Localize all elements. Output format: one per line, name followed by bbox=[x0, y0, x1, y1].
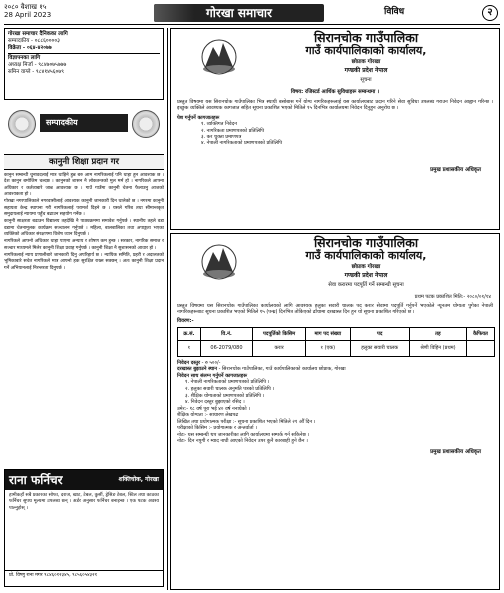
notice-subsidy bbox=[170, 28, 500, 230]
info-line: विक्रेता - ०६४-४२०७७ bbox=[8, 45, 52, 51]
age-requirement: उमेर:- १८ वर्ष पूरा भई ४० वर्ष ननाघेको । bbox=[177, 405, 251, 412]
table-row bbox=[178, 340, 495, 356]
notice-location: छोप्राक गोरखा bbox=[351, 59, 381, 65]
info-line: अध्यक्ष मिर्जा - ९८४७०७५७७७ bbox=[8, 62, 67, 68]
notice-signatory: प्रमुख प्रशासकीय अधिकृत bbox=[430, 448, 481, 455]
table-cell: हलुका सवारी चालक bbox=[350, 340, 409, 356]
masthead: गोरखा समाचार bbox=[154, 4, 324, 22]
nepal-emblem-icon bbox=[199, 242, 239, 280]
col-header: तह bbox=[409, 327, 466, 340]
detail-value: सिरानचोक गाउँपालिका, गाउँ कार्यपालिकाको कार्यालय छोप्राक, गोरखा bbox=[221, 366, 346, 373]
notice-org: सिरानचोक गाउँपालिका bbox=[313, 30, 419, 45]
notice-body bbox=[171, 97, 499, 149]
col-header: पद bbox=[350, 327, 409, 340]
table-cell bbox=[467, 340, 495, 356]
nepal-emblem-icon bbox=[199, 37, 239, 75]
editorial-body bbox=[4, 170, 164, 466]
col-header: पदपूर्तिको किसिम bbox=[253, 327, 306, 340]
table-cell: करार bbox=[253, 340, 306, 356]
note: नोटः- यस सम्बन्धी थप जानकारीका लागि कार्यालयमा सम्पर्क गर्न सकिनेछ । bbox=[177, 431, 310, 438]
section-title: विविध bbox=[384, 7, 405, 17]
detail-value: रु ५००/- bbox=[204, 359, 221, 366]
paper-info-box bbox=[4, 28, 164, 100]
info-line: सम्पादकीय - ०८८६००००३ bbox=[8, 38, 60, 44]
vacancy-table bbox=[177, 327, 495, 357]
date-english: 28 April 2023 bbox=[4, 11, 52, 19]
notice-type: सेवा करारमा पदपूर्ति गर्ने सम्बन्धी सूचना bbox=[328, 282, 404, 288]
notice-signatory: प्रमुख प्रशासकीय अधिकृत bbox=[430, 166, 481, 173]
notice-paragraph: प्रस्तुत विषयमा यस सिरानचोक गाउँपालिका भित्र स्थायी बसोबास गर्ने योग्य नागरिकहरूलाई यस कार्यालयबाट प्रदान गरिने सेवा सुविधा उपलब्ध गराउन निवेदन आह्वान गरिन्छ । इच्छुक व्यक्तिले आवश्यक कागजात सहित सूचना प्रकाशित भएको मितिले १५ दिनभित्र कार्यालयमा निवेदन दिनुहुन अनुरोध छ । bbox=[177, 99, 493, 112]
ad-contact: प्रो. विष्णु राना मगर ९८४६०१२३४५, ९८५६०५४३२१ bbox=[5, 570, 163, 586]
editorial-paragraph: नागरिकलाई न्याय प्रणालीबारे जानकारी दिनु अपरिहार्य छ । न्यायिक समिति, प्रहरी र अदालतको भूमिकाबारे सचेत नागरिकले मात्र आफ्नो हक सुरक्षित राख्न सक्छन् । अतः कानुनी शिक्षा प्रदान गर्ने अभियानलाई निरन्तरता दिनुपर्छ । bbox=[4, 253, 164, 271]
emblem-icon bbox=[132, 110, 160, 138]
notice-details: निवेदन दस्तुर - रु ५००/- दरखास्त बुझाउने स्थान - सिरानचोक गाउँपालिका, गाउँ कार्यपालिकाको कार्यालय छोप्राक, गोरखा निवेदन साथ संलग्न गर्नुपर्ने कागजातहरू १. नेपाली नागरिकताको प्रमाणपत्रको प्रतिलिपि । २. हलुका सवारी चालक अनुमति पत्रको प्रतिलिपि । ३. शैक्षिक योग्यताको प्रमाणपत्रको प्रतिलिपि । ४. निवेदन दस्तुर बुझाएको रसिद । उमेर:- १८ वर्ष पूरा भई ४० वर्ष ननाघेको । शैक्षिक योग्यता :- साधारण लेखपढ लिखित तथा प्रयोगात्मक परीक्षा :- सूचना प्रकाशित भएको मितिले २१ औँ दिन । परीक्षाको किसिम :- प्रयोगात्मक र अन्तर्वार्ता । नोटः- यस सम्बन्धी थप जानकारीका लागि कार्यालयमा सम्पर्क गर्न सकिनेछ । नोटः- दिन नपुगी र म्याद नाघी आएको निवेदन उपर कुनै कारबाही हुने छैन । bbox=[171, 357, 499, 445]
detail-key: दरखास्त बुझाउने स्थान bbox=[177, 366, 218, 373]
header-divider bbox=[4, 24, 500, 25]
editorial-banner bbox=[4, 104, 164, 152]
exam-type: परीक्षाको किसिम :- प्रयोगात्मक र अन्तर्वार्ता । bbox=[177, 425, 257, 432]
emblem-icon bbox=[8, 110, 36, 138]
page-number: २ bbox=[482, 5, 498, 21]
issue-date bbox=[4, 3, 114, 19]
table-cell: १ (एक) bbox=[305, 340, 350, 356]
furniture-advertisement bbox=[4, 469, 164, 587]
table-header-row bbox=[178, 327, 495, 340]
notice-province: गण्डकी प्रदेश नेपाल bbox=[344, 272, 388, 279]
editorial-paragraph: नागरिकले आफ्नो अधिकार थाहा पाएमा अन्याय र शोषण कम हुन्छ । सरकार, नागरिक समाज र सञ्चार माध्यमले मिलेर कानुनी शिक्षा प्रवाह गर्नुपर्छ । कानुनी शिक्षा नै सुशासनको आधार हो । bbox=[4, 239, 164, 251]
note: नोटः- दिन नपुगी र म्याद नाघी आएको निवेदन उपर कुनै कारबाही हुने छैन । bbox=[177, 438, 308, 445]
table-cell: श्रेणी विहिन (प्रथम) bbox=[409, 340, 466, 356]
detail-key: निवेदन दस्तुर bbox=[177, 359, 201, 366]
notice-recruitment bbox=[170, 233, 500, 590]
page-header bbox=[4, 2, 500, 26]
ad-address: शक्तिचोक, गोरखा bbox=[118, 476, 159, 483]
table-cell: 06-2079/080 bbox=[200, 340, 253, 356]
editorial-label: सम्पादकीय bbox=[40, 114, 128, 132]
notice-paragraph: प्रस्तुत विषयमा यस सिरानचोक गाउँपालिका कार्यालयको लागि आवश्यक हलुका सवारी चालक पद करार सेवामा पदपूर्ति गर्नुपर्ने भएकोले न्यूनतम योग्यता पुगेका नेपाली नागरिकहरूबाट सूचना प्रकाशित भएको मितिले १५ (पन्ध्र) दिनभित्र तोकिएको ढाँचामा दरखास्त दिन हुन यो सूचना प्रकाशित गरिएको छ । bbox=[177, 303, 493, 316]
info-line: गोरखा समाचार दैनिकका लागि bbox=[8, 31, 68, 37]
notice-subject: विषय: रजिस्टर्ड आर्थिक सुविधाहरू सम्बन्धमा । bbox=[290, 89, 380, 95]
editorial-paragraph: गोरखा नगरपालिकाले नगरवासीलाई आवश्यक कानुनी जानकारी दिन थालेको छ । नगरमा कानुनी सहायता केन्द्र स्थापना गरी नागरिकलाई परामर्श दिइने छ । यसले गरिब तथा सीमान्तकृत समुदायलाई न्यायमा पहुँच बढाउन सहयोग गर्नेछ । bbox=[4, 199, 164, 218]
editorial-paragraph: कानुन सम्बन्धी चुनावदलाई मात्र थाहिने हुन्न बरु आम नागरिकलाई पनि थाहा हुन आवश्यक छ । देश कानुन बमोजिम चल्दछ । कानुनको शासन नै लोकतन्त्रको मुल मर्म हो । नागरिकले आफ्ना अधिकार र कर्तव्यबारे जान्न आवश्यक छ । गाउँ गाउँमा कानुनी चेतना फैलाउनु आजको आवश्यकता हो । bbox=[4, 173, 164, 198]
notice-org: सिरानचोक गाउँपालिका bbox=[313, 235, 419, 250]
req-item: ३. शैक्षिक योग्यताको प्रमाणपत्रको प्रतिलिपि । bbox=[185, 392, 265, 399]
req-item: १. नेपाली नागरिकताको प्रमाणपत्रको प्रतिलिपि । bbox=[185, 379, 270, 386]
docs-item: ३. कर चुक्ता प्रमाणपत्र bbox=[201, 134, 242, 141]
notice-header bbox=[171, 234, 499, 294]
publish-date: प्रथम पटक प्रकाशित मिति:- २०८०/०१/१४ bbox=[414, 294, 491, 300]
req-item: ४. निवेदन दस्तुर बुझाएको रसिद । bbox=[185, 399, 245, 406]
col-header: माग पद संख्या bbox=[305, 327, 350, 340]
ad-name: राना फर्निचर bbox=[9, 473, 63, 487]
notice-header bbox=[171, 29, 499, 89]
exam-date: लिखित तथा प्रयोगात्मक परीक्षा :- सूचना प्रकाशित भएको मितिले २१ औँ दिन । bbox=[177, 418, 316, 425]
col-header: वि.नं. bbox=[200, 327, 253, 340]
info-line: विज्ञापनका लागि bbox=[8, 55, 41, 61]
left-column bbox=[4, 28, 164, 590]
table-cell: १ bbox=[178, 340, 201, 356]
docs-list bbox=[177, 121, 493, 147]
docs-item: ४. नेपाली नागरिकताको प्रमाणपत्रको प्रतिलिपि bbox=[201, 140, 282, 147]
docs-item: १. व्यक्तिगत निवेदन bbox=[201, 121, 237, 128]
col-header: कैफियत bbox=[467, 327, 495, 340]
notice-location: छोप्राक गोरखा bbox=[351, 264, 381, 270]
docs-title: पेश गर्नुपर्ने कागजातहरू bbox=[177, 114, 220, 121]
docs-item: २. नागरिकता प्रमाणपत्रको प्रतिलिपि bbox=[201, 127, 265, 134]
notice-province: गण्डकी प्रदेश नेपाल bbox=[344, 67, 388, 74]
req-title: निवेदन साथ संलग्न गर्नुपर्ने कागजातहरू bbox=[177, 372, 248, 379]
editorial-title: कानुनी शिक्षा प्रदान गर bbox=[4, 154, 164, 170]
notice-type: सूचना bbox=[360, 77, 372, 83]
ad-header bbox=[5, 470, 163, 490]
column-divider bbox=[167, 28, 168, 590]
notice-office: गाउँ कार्यपालिकाको कार्यालय, bbox=[305, 249, 427, 262]
req-item: २. हलुका सवारी चालक अनुमति पत्रको प्रतिलिपि । bbox=[185, 386, 275, 392]
info-divider bbox=[8, 53, 160, 54]
info-line: समिन वाग्ले - ९८४१४५६०७९ bbox=[8, 69, 64, 75]
table-label: विवरण:- bbox=[177, 317, 194, 324]
ad-body: हामीकहाँ सबै प्रकारका सोफा, दराज, खाट, टेबल, कुर्सी, ड्रेसिङ टेबल, स्टिल तथा काठका फर्निचर सुपथ मूल्यमा उपलब्ध छन् । अर्डर अनुसार फर्निचर बनाइन्छ । एक पटक अवश्य पाल्नुहोस् । bbox=[9, 493, 159, 511]
notice-office: गाउँ कार्यपालिकाको कार्यालय, bbox=[305, 44, 427, 57]
col-header: क्र.सं. bbox=[178, 327, 201, 340]
education-requirement: शैक्षिक योग्यता :- साधारण लेखपढ bbox=[177, 412, 239, 419]
date-nepali: २०८० वैशाख १५ bbox=[4, 3, 47, 11]
editorial-paragraph: कानुनी साक्षरता बढाउन विद्यालय तहदेखि नै पाठ्यक्रममा समावेश गर्नुपर्छ । स्थानीय तहले वडा वडामा चेतनामूलक कार्यक्रम सञ्चालन गर्नुपर्छ । महिला, बालबालिका तथा अपाङ्गता भएका व्यक्तिको अधिकार संरक्षणमा विशेष ध्यान दिनुपर्छ । bbox=[4, 219, 164, 238]
